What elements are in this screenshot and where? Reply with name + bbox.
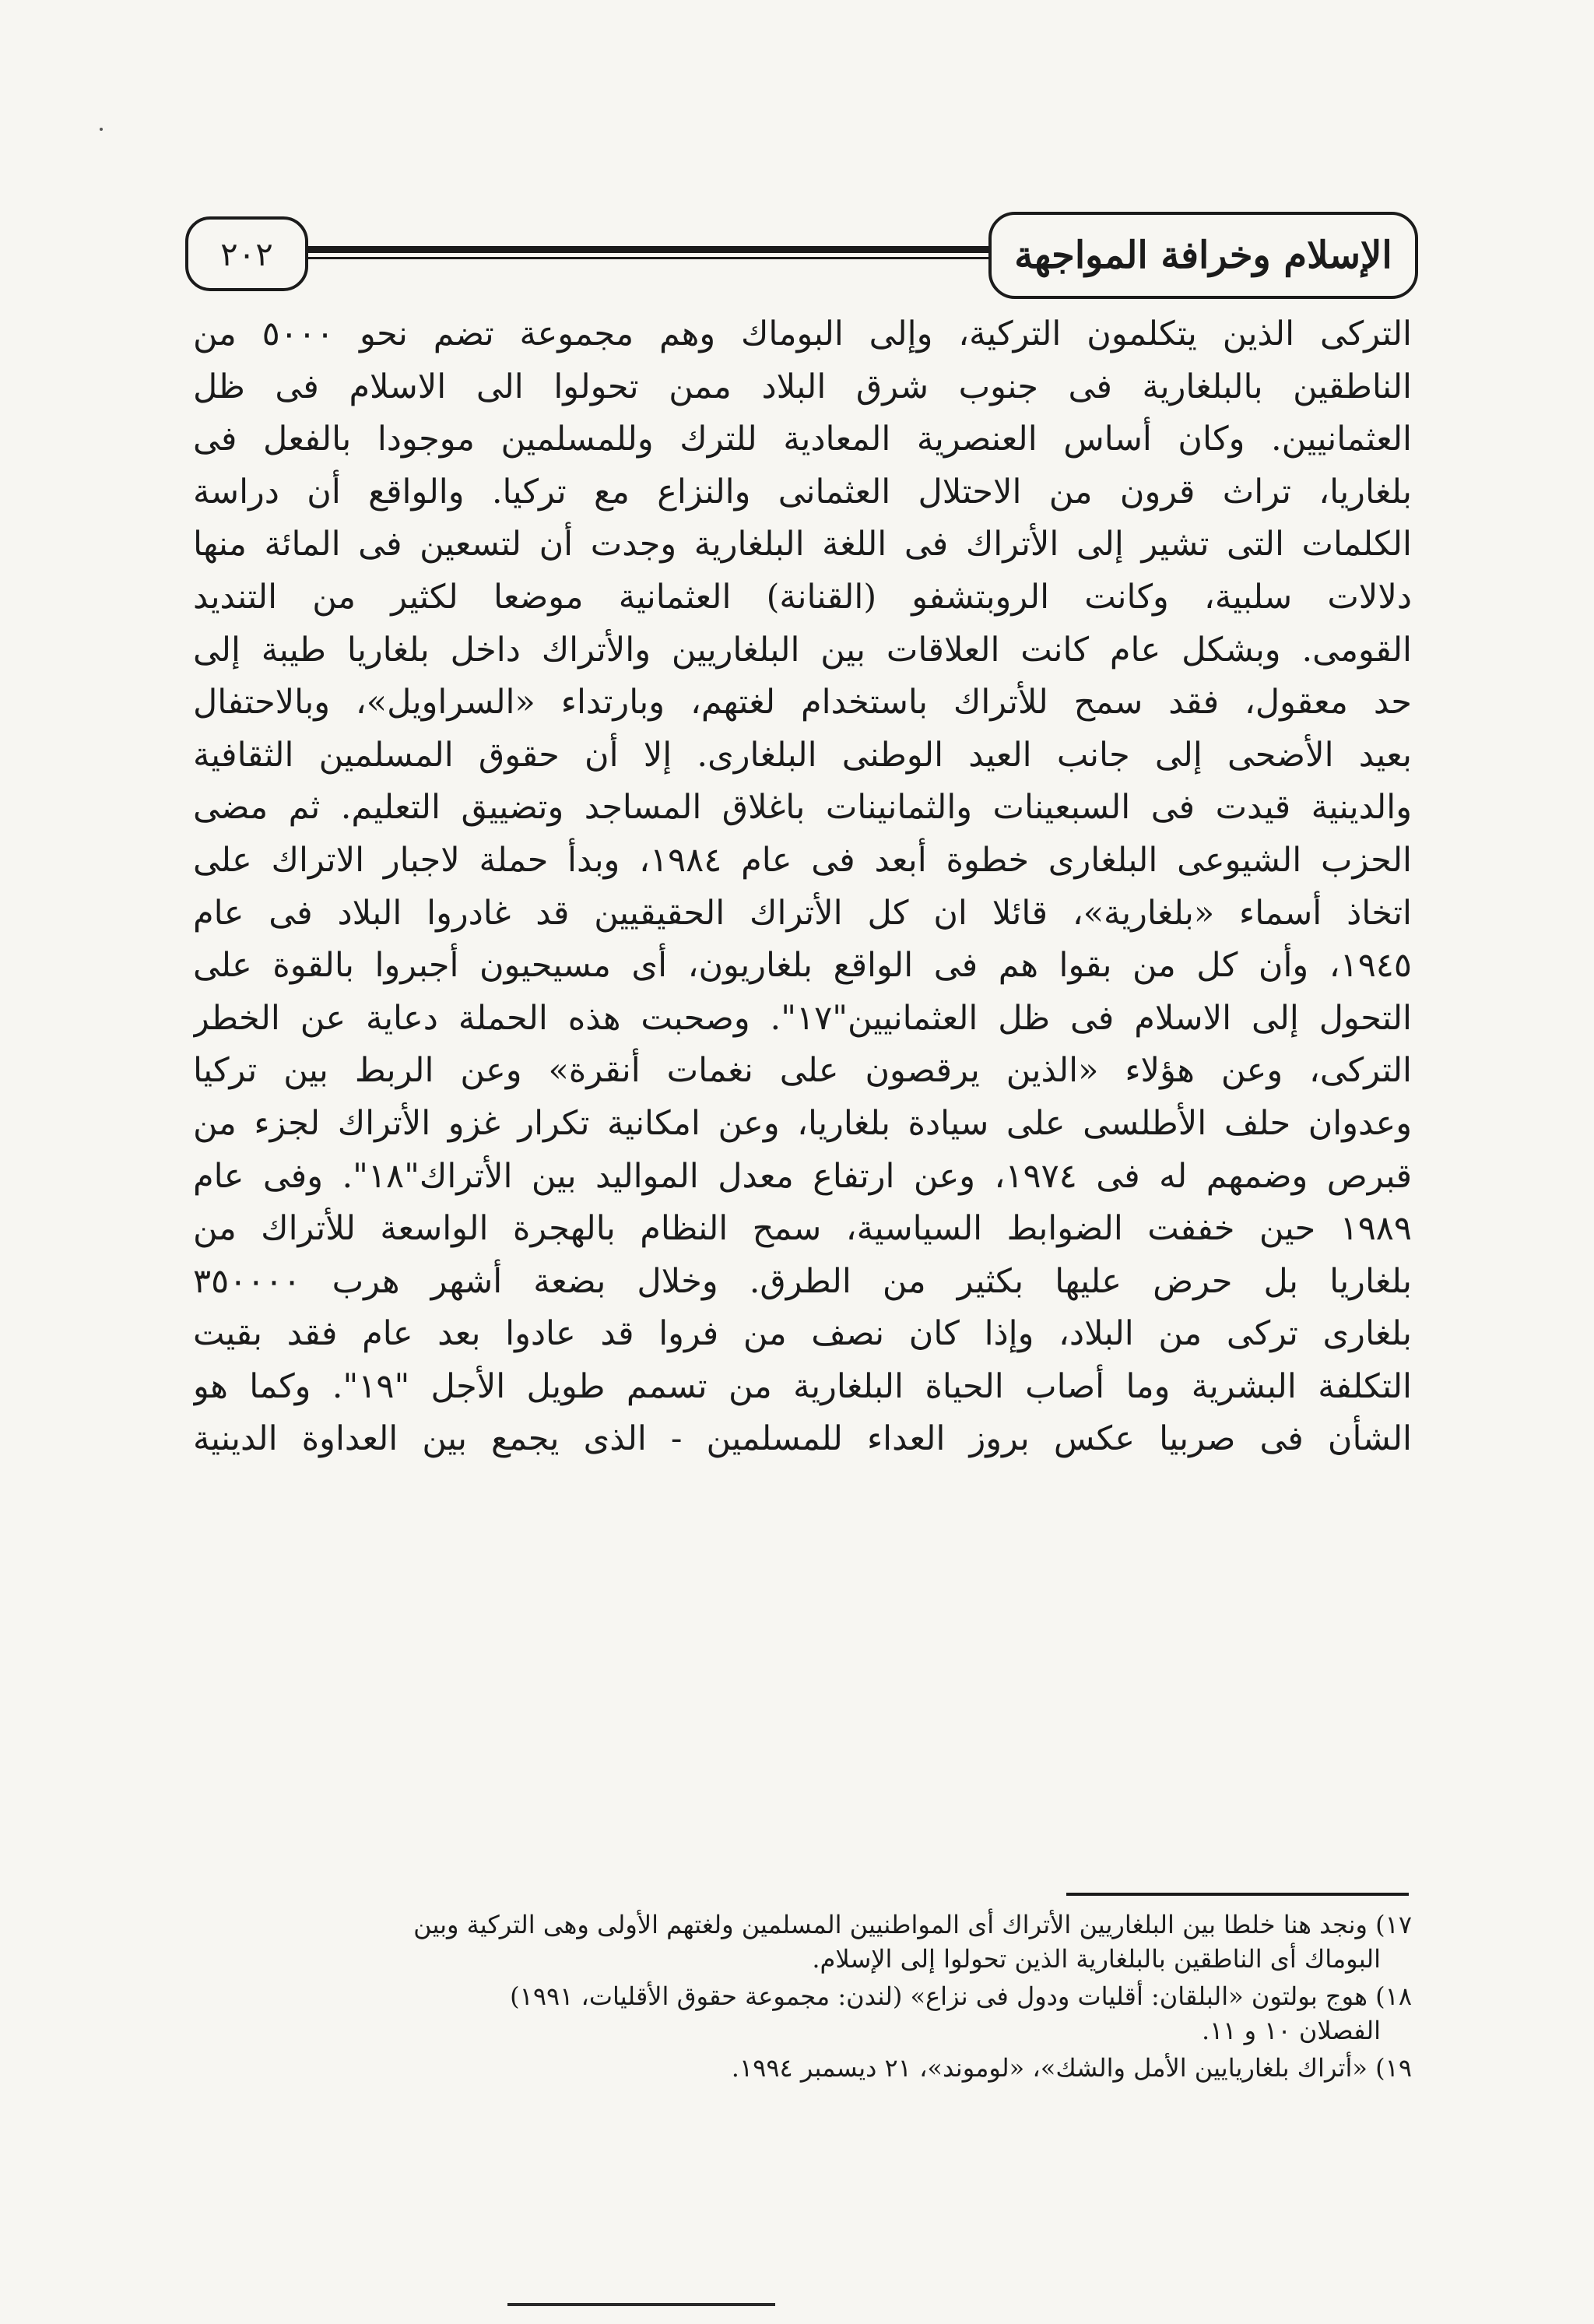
- scan-bottom-mark: [507, 2303, 775, 2306]
- body-line: التركى الذين يتكلمون التركية، وإلى البوماك وهم مجموعة تضم نحو ٥٠٠٠ من: [193, 315, 1412, 353]
- body-line: اتخاذ أسماء «بلغارية»، قائلا ان كل الأتراك الحقيقيين قد غادروا البلاد فى عام: [193, 893, 1412, 933]
- body-text: [193, 308, 1412, 1466]
- body-line: بعيد الأضحى إلى جانب العيد الوطنى البلغارى. إلا أن حقوق المسلمين الثقافية: [193, 735, 1412, 775]
- header-rule-thin: [308, 257, 988, 259]
- book-title: الإسلام وخرافة المواجهة: [1014, 234, 1392, 277]
- body-line: ١٩٨٩ حين خففت الضوابط السياسية، سمح النظام بالهجرة الواسعة للأتراك من: [193, 1209, 1412, 1249]
- footnote-separator: [1066, 1893, 1409, 1896]
- body-line: العثمانيين. وكان أساس العنصرية المعادية للترك وللمسلمين موجودا بالفعل فى: [193, 420, 1412, 459]
- body-line: بلغارى تركى من البلاد، وإذا كان نصف من فروا قد عادوا بعد عام فقد بقيت: [193, 1314, 1412, 1354]
- body-line: التكلفة البشرية وما أصاب الحياة البلغارية من تسمم طويل الأجل "١٩". وكما هو: [193, 1366, 1412, 1406]
- footnote-18-line: ١٨) هوج بولتون «البلقان: أقليات ودول فى نزاع» (لندن: مجموعة حقوق الأقليات، ١٩٩١): [510, 1981, 1412, 2011]
- body-line: بلغاريا بل حرض عليها بكثير من الطرق. وخلال بضعة أشهر هرب ٣٥٠٠٠٠: [193, 1261, 1412, 1301]
- scan-speck: [100, 128, 103, 131]
- book-title-frame: [988, 212, 1418, 299]
- body-line: التركى، وعن هؤلاء «الذين يرقصون على نغمات أنقرة» وعن الربط بين تركيا: [193, 1051, 1412, 1091]
- page-number: ٢٠٢: [220, 234, 273, 273]
- body-line: الكلمات التى تشير إلى الأتراك فى اللغة البلغارية وجدت أن لتسعين فى المائة منها: [193, 525, 1412, 564]
- body-line: وعدوان حلف الأطلسى على سيادة بلغاريا، وعن امكانية تكرار غزو الأتراك لجزء من: [193, 1103, 1412, 1143]
- footnote-19-line: ١٩) «أتراك بلغاريايين الأمل والشك»، «لوموند»، ٢١ ديسمبر ١٩٩٤.: [731, 2053, 1412, 2083]
- page-number-frame: [185, 216, 308, 291]
- footnote-18-line: الفصلان ١٠ و ١١.: [1201, 2016, 1381, 2045]
- body-line: الحزب الشيوعى البلغارى خطوة أبعد فى عام ١٩٨٤، وبدأ حملة لاجبار الاتراك على: [193, 840, 1412, 880]
- body-line: دلالات سلبية، وكانت الروبتشفو (القنانة) العثمانية موضعا لكثير من التنديد: [193, 577, 1412, 617]
- header-rule-thick: [308, 246, 988, 253]
- body-line: الشأن فى صربيا عكس بروز العداء للمسلمين - الذى يجمع بين العداوة الدينية: [193, 1419, 1412, 1459]
- body-line: حد معقول، فقد سمح للأتراك باستخدام لغتهم، وبارتداء «السراويل»، وبالاحتفال: [193, 683, 1412, 723]
- body-line: ١٩٤٥، وأن كل من بقوا هم فى الواقع بلغاريون، أى مسيحيون أجبروا بالقوة على: [193, 946, 1412, 986]
- body-line: القومى. وبشكل عام كانت العلاقات بين البلغاريين والأتراك داخل بلغاريا طيبة إلى: [193, 630, 1412, 670]
- body-line: والدينية قيدت فى السبعينات والثمانينات باغلاق المساجد وتضييق التعليم. ثم مضى: [193, 788, 1412, 828]
- body-line: الناطقين بالبلغارية فى جنوب شرق البلاد ممن تحولوا الى الاسلام فى ظل: [193, 367, 1412, 406]
- footnote-17-line: ١٧) ونجد هنا خلطا بين البلغاريين الأتراك أى المواطنيين المسلمين ولغتهم الأولى وهى التركية وبين: [413, 1910, 1412, 1939]
- running-header: [185, 212, 1418, 305]
- body-line: التحول إلى الاسلام فى ظل العثمانيين"١٧". وصحبت هذه الحملة دعاية عن الخطر: [193, 998, 1412, 1038]
- footnotes: [193, 1907, 1412, 2085]
- body-line: بلغاريا، تراث قرون من الاحتلال العثمانى والنزاع مع تركيا. والواقع أن دراسة: [193, 472, 1412, 512]
- body-line: قبرص وضمهم له فى ١٩٧٤، وعن ارتفاع معدل المواليد بين الأتراك"١٨". وفى عام: [193, 1156, 1412, 1196]
- footnote-17-line: البوماك أى الناطقين بالبلغارية الذين تحولوا إلى الإسلام.: [812, 1944, 1381, 1974]
